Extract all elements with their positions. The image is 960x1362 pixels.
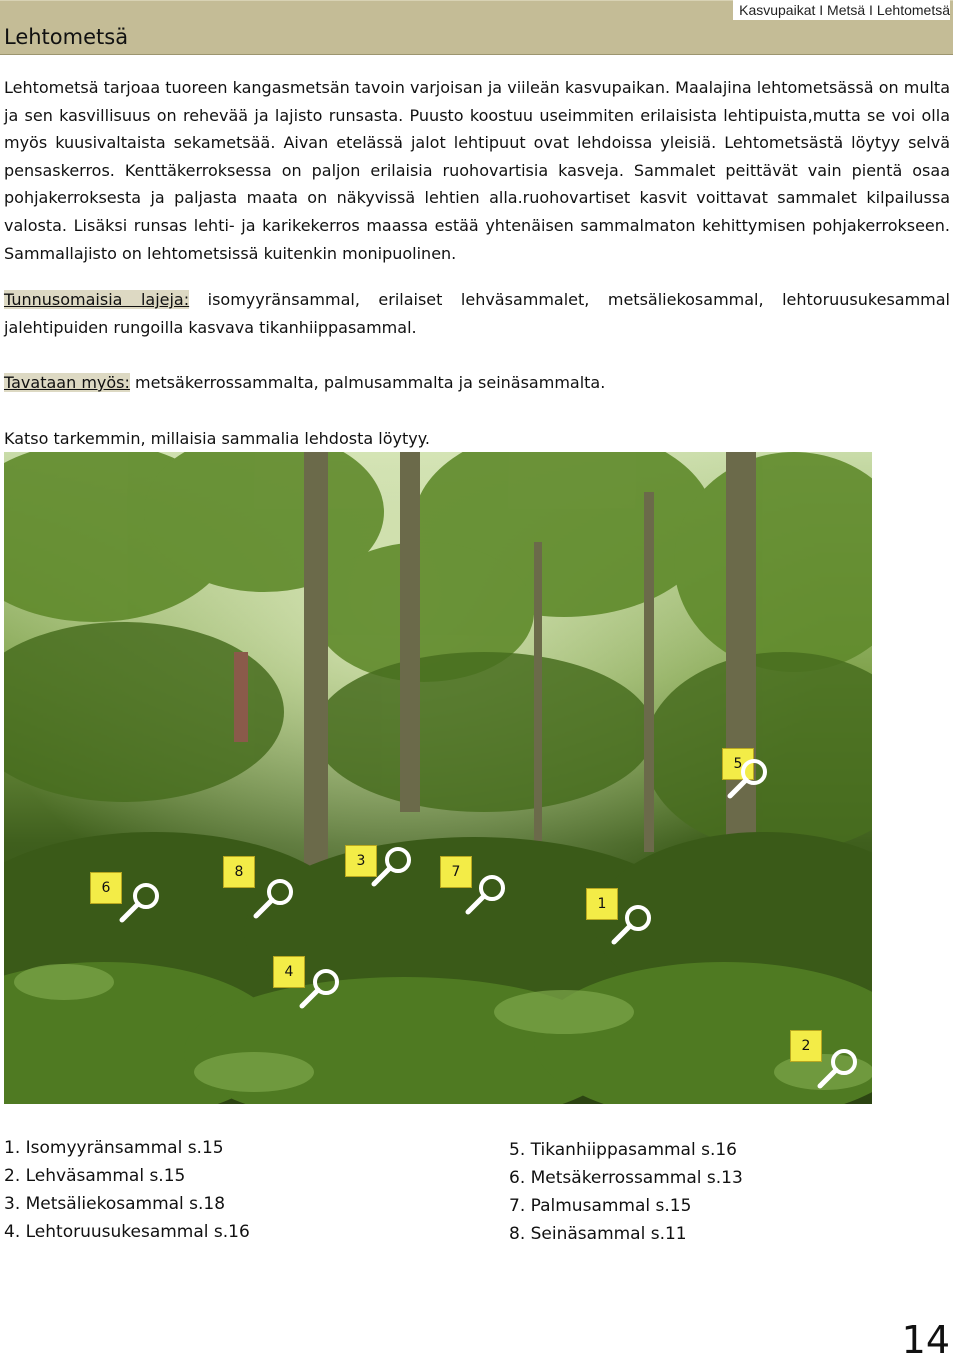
legend-item[interactable]: 5. Tikanhiippasammal s.16 bbox=[509, 1140, 737, 1160]
magnifier-icon[interactable] bbox=[464, 872, 508, 916]
legend-item[interactable]: 3. Metsäliekosammal s.18 bbox=[4, 1194, 226, 1214]
photo-marker-5[interactable]: 5 bbox=[722, 748, 754, 780]
page-title: Lehtometsä bbox=[4, 25, 129, 49]
legend-item[interactable]: 8. Seinäsammal s.11 bbox=[509, 1224, 687, 1244]
photo-marker-8[interactable]: 8 bbox=[223, 856, 255, 888]
magnifier-icon[interactable] bbox=[118, 880, 162, 924]
page-number: 14 bbox=[901, 1318, 950, 1362]
photo-marker-2[interactable]: 2 bbox=[790, 1030, 822, 1062]
photo-marker-3[interactable]: 3 bbox=[345, 845, 377, 877]
magnifier-icon[interactable] bbox=[298, 966, 342, 1010]
also-found-label: Tavataan myös: bbox=[4, 373, 130, 392]
intro-paragraph: Lehtometsä tarjoaa tuoreen kangasmetsän tavoin varjoisan ja viileän kasvupaikan. Maalajina lehtometsässä on multa ja sen kasvillisuus on rehevää ja lajisto runsasta. Puusto koostuu useimmiten erilaisista lehtipuista,mutta se voi olla myös kuusivaltaista sekametsää. Aivan etelässä jalot lehtipuut ovat lehdoissa yleisiä. Lehtometsästä löytyy selvä pensaskerros. Kenttäkerroksessa on paljon erilaisia ruohovartisia kasveja. Sammalet peittävät vain pientä osaa pohjakerroksesta ja paljasta maata on näkyvissä lehtien alla.ruohovartiset kasvit voittavat sammalet kilpailussa valosta. Lisäksi runsas lehti- ja karikekerros maassa estää yhtenäisen sammalmaton kehittymisen pohjakerrokseen. Sammallajisto on lehtometsissä kuitenkin monipuolinen. bbox=[4, 78, 950, 263]
photo-marker-6[interactable]: 6 bbox=[90, 872, 122, 904]
legend-item[interactable]: 2. Lehväsammal s.15 bbox=[4, 1166, 186, 1186]
legend-item[interactable]: 4. Lehtoruusukesammal s.16 bbox=[4, 1222, 250, 1242]
breadcrumb: Kasvupaikat I Metsä I Lehtometsä bbox=[733, 0, 950, 20]
also-found-text: metsäkerrossammalta, palmusammalta ja seinäsammalta. bbox=[129, 373, 606, 392]
magnifier-icon[interactable] bbox=[252, 876, 296, 920]
magnifier-icon[interactable] bbox=[610, 902, 654, 946]
forest-photo bbox=[4, 452, 872, 1104]
look-closer-prompt: Katso tarkemmin, millaisia sammalia lehdosta löytyy. bbox=[4, 429, 430, 448]
magnifier-icon[interactable] bbox=[370, 844, 414, 888]
legend-item[interactable]: 6. Metsäkerrossammal s.13 bbox=[509, 1168, 743, 1188]
also-found-paragraph bbox=[4, 369, 950, 397]
typical-species-label: Tunnusomaisia lajeja: bbox=[4, 290, 190, 309]
typical-species-text: isomyyränsammal, erilaiset lehväsammalet, metsäliekosammal, lehtoruusukesammal jalehtipuiden rungoilla kasvava tikanhiippasammal. bbox=[4, 290, 951, 337]
photo-marker-7[interactable]: 7 bbox=[440, 856, 472, 888]
photo-marker-1[interactable]: 1 bbox=[586, 888, 618, 920]
legend-right bbox=[509, 1136, 743, 1248]
magnifier-icon[interactable] bbox=[816, 1046, 860, 1090]
legend-item[interactable]: 1. Isomyyränsammal s.15 bbox=[4, 1138, 224, 1158]
magnifier-icon[interactable] bbox=[726, 756, 770, 800]
legend-item[interactable]: 7. Palmusammal s.15 bbox=[509, 1196, 692, 1216]
typical-species-paragraph bbox=[4, 286, 950, 342]
legend-left bbox=[4, 1134, 250, 1246]
photo-marker-4[interactable]: 4 bbox=[273, 956, 305, 988]
